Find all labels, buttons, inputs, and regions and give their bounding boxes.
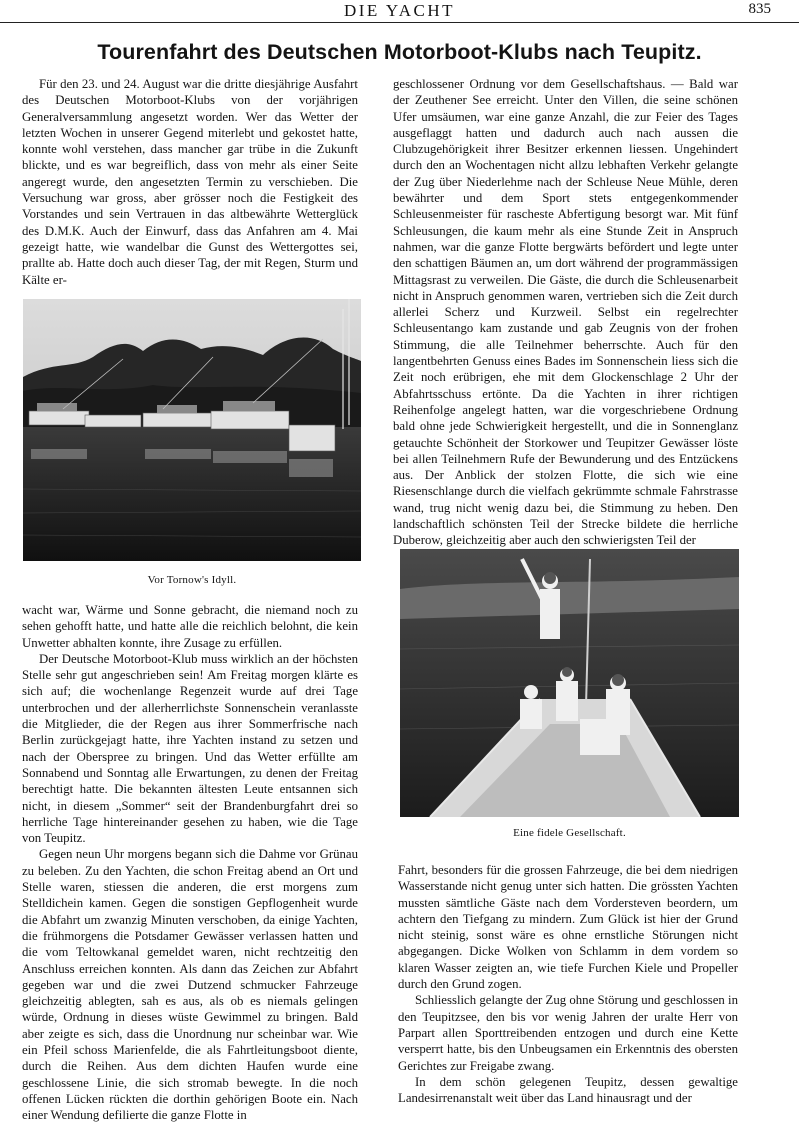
- right-column-top: [393, 76, 738, 549]
- photo-yacht-party: [400, 549, 739, 817]
- paragraph: Schliesslich gelangte der Zug ohne Störung und geschlossen in den Teupitzsee, den bis vor wenig Jahren der uralte Herr von Parpart allen Sporttreibenden entzogen und durch eine Kette versperrt hatte, bis den Unbeugsamen ein Erkenntnis des obersten Gerichtes zur Freigabe zwang.: [398, 993, 738, 1073]
- running-head: [0, 0, 799, 23]
- paragraph: wacht war, Wärme und Sonne gebracht, die niemand noch zu sehen gehofft hatte, und hatte alle die reichlich belohnt, die kein Unwetter abhalten konnte, ihre Zusage zu erfüllen.: [22, 603, 358, 650]
- photo-boats-at-tornow: [23, 299, 361, 561]
- photo1-caption: Vor Tornow's Idyll.: [147, 574, 237, 586]
- page-number: 835: [748, 1, 771, 17]
- paragraph: geschlossener Ordnung vor dem Gesellschaftshaus. — Bald war der Zeuthener See erreicht. Unter den Villen, die seine schönen Ufer umsäumen, war eine ganze Anzahl, die zur Feier des Tages ausgeflaggt hatten und dadurch auch nach aussen die Clubzugehörigkeit ihrer Besitzer erkennen liessen. Ungehindert durch den an Wochentagen nicht allzu lebhaften Verkehr gelangte der Zug über Niederlehme nach der Schleuse Neue Mühle, deren bewährter und dem Sport stets entgegenkommender Schleusenmeister für rascheste Abfertigung besorgt war. Mit fünf Schleusungen, die kaum mehr als eine Stunde Zeit in Anspruch nahmen, war die ganze Flotte bergwärts befördert und legte unter den schattigen Bäumen an, um dort während der programmässigen Mittagsrast zu verweilen. Die Gäste, die durch die Schleusenarbeit nicht in Anspruch genommen waren, vertrieben sich die Zeit durch allerlei Scherz und Kurzweil. Selbst ein regelrechter Schleusentango kam zustande und gab Zeugnis von der frohen Stimmung, die alle Teilnehmer beherrschte. Auch für den langentbehrten Genuss eines Bades im Sonnenschein liess sich die Zeit noch erübrigen, ehe mit dem Glockenschlage 2 Uhr der Abfahrtsschuss ertönte. Da die Yachten in ihrer richtigen Reihenfolge angelegt hatten, war die vorgeschriebene Ordnung bald ohne jede Schwierigkeit hergestellt, und die in Sonnenglanz getauchte Schönheit der Storkower und Teupitzer Gewässer löste bei allen Teilnehmern Rufe der Bewunderung und des Entzückens aus. Der Anblick der stolzen Flotte, die sich wie eine Riesenschlange durch die vielfach gekrümmte schmale Fahrstrasse wand, trug nicht wenig dazu bei, die Stimmung zu heben. Den landschaftlich schönsten Teil der Strecke bildete die herrliche Duberow, gleichzeitig aber auch den schwierigsten Teil der: [393, 77, 738, 548]
- left-column-top: [22, 76, 358, 288]
- left-column-bottom: [22, 602, 358, 1124]
- paragraph: Der Deutsche Motorboot-Klub muss wirklich an der höchsten Stelle sehr gut angeschrieben sein! Am Freitag morgen klärte es sich auf; die wochenlange Regenzeit wurde auf drei Tage unterbrochen und der allerherrlichste Sonnenschein veranlasste die Mitglieder, die der Regen aus ihrer Sommerfrische nach Berlin zurückgejagt hatte, ihre Yachten instand zu setzen und nach der Oberspree zu bringen. Und das Wetter erfüllte am Sonnabend und Sonntag alle Erwartungen, zu denen der Freitag berechtigt hatte. Die bekannten ältesten Leute entsannen sich nicht, in diesem „Sommer“ seit der Brandenburgfahrt drei so herrliche Tage hintereinander gesehen zu haben, wie die Tage von Teupitz.: [22, 651, 358, 846]
- paragraph: In dem schön gelegenen Teupitz, dessen gewaltige Landesirrenanstalt weit über das Land hinausragt und der: [398, 1074, 738, 1106]
- paragraph: Für den 23. und 24. August war die dritte diesjährige Ausfahrt des Deutschen Motorboot-Klubs von der vorjährigen Generalversammlung angesetzt worden. Wer das Wetter der letzten Wochen in unserer Gegend miterlebt und gekostet hatte, konnte wohl verstehen, dass mancher gar trübe in die Zukunft blickte, und es war begreiflich, dass von mehr als einer Seite angeregt wurde, den angesetzten Termin zu verschieben. Die Versuchung war gross, aber grösser noch die Festigkeit des Vorstandes und sein Vertrauen in das altbewährte Wetterglück des D.M.K. Auch der Einwurf, dass das Anfahren am 4. Mai gezeigt hatte, wie wandelbar die Gunst des Wettergottes sei, prallte ab. Hatte doch auch dieser Tag, der mit Regen, Sturm und Kälte er-: [22, 77, 358, 287]
- paragraph: Fahrt, besonders für die grossen Fahrzeuge, die bei dem niedrigen Wasserstande nicht genug unter sich hatten. Die grössten Yachten mussten sämtliche Gäste nach dem Vordersteven beordern, um achtern den Tiefgang zu mindern. Zum Glück ist hier der Grund nicht steinig, sonst wäre es ohne ernstliche Störungen nicht abgegangen. Dicke Wolken von Schlamm in dem vordem so klaren Wasser zeigten an, wie tiefe Furchen Kiele und Propeller durch den Grund zogen.: [398, 863, 738, 992]
- paragraph: Gegen neun Uhr morgens begann sich die Dahme vor Grünau zu beleben. Zu den Yachten, die schon Freitag abend an Ort und Stelle waren, stiessen die anderen, die erst morgens zum Stelldichein kamen. Gegen die sonstigen Gepflogenheit wurde die Abfahrt um zwanzig Minuten verschoben, da einige Yachten, die frühmorgens die Potsdamer Gewässer verlassen hatten und die vom Teltowkanal gemeldet waren, nicht rechtzeitig den Anschluss erreichen konnten. Als dann das Zeichen zur Abfahrt gegeben war und die zwei Dutzend schmucker Fahrzeuge gleichzeitig ablegten, sah es aus, als ob es niemals gelingen würde, Ordnung in dieses wüste Gewimmel zu bringen. Bald aber zeigte es sich, dass die Unordnung nur scheinbar war. Wie ein Pfeil schoss Marienfelde, die als Fahrtleitungsboot diente, durch die Reihen. Aus dem dichten Haufen wurde eine geschlossene Linie, die sich stromab bewegte. In die noch offenen Lücken rückten die dorthin gehörigen Boote ein. Nach einer Wendung defilierte die ganze Flotte in: [22, 847, 358, 1123]
- photo2-caption: Eine fidele Gesellschaft.: [513, 827, 626, 839]
- right-column-bottom: [398, 862, 738, 1106]
- article-title: Tourenfahrt des Deutschen Motorboot-Klubs nach Teupitz.: [97, 40, 702, 64]
- journal-name: DIE YACHT: [343, 1, 456, 20]
